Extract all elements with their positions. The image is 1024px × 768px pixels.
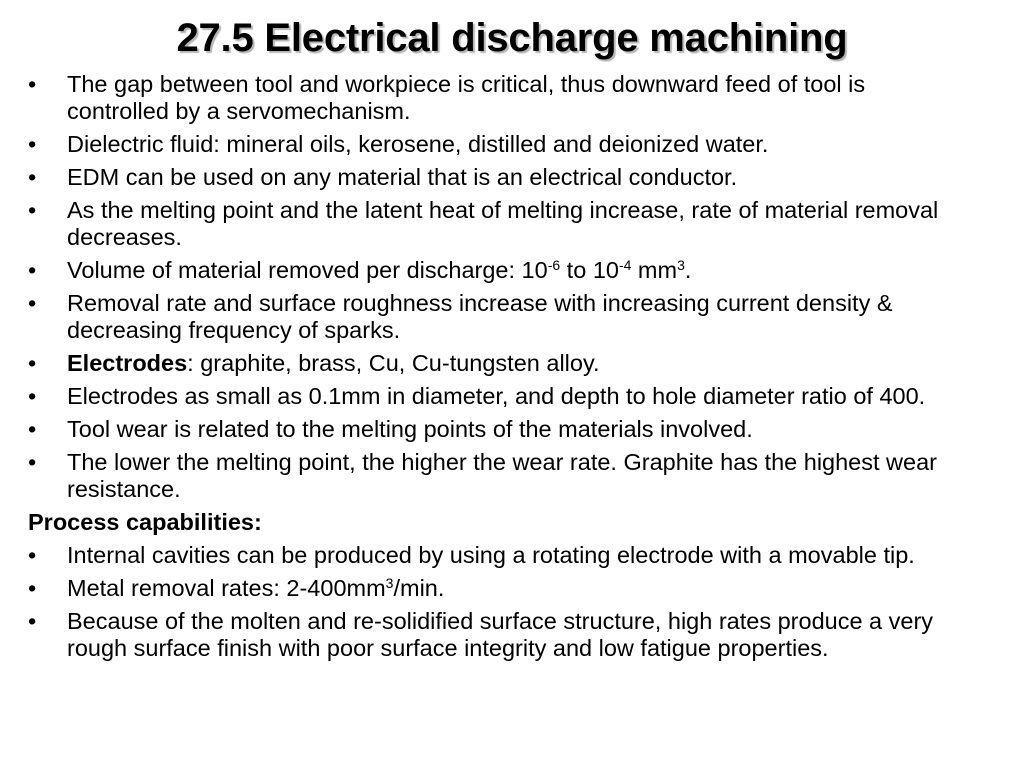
bullet-marker: • xyxy=(28,416,37,442)
slide-title: 27.5 Electrical discharge machining xyxy=(176,16,848,60)
volume-exponent-c: 3 xyxy=(677,257,685,273)
volume-text-d: . xyxy=(684,257,692,283)
bullet-marker: • xyxy=(28,542,37,568)
bullet-text: The gap between tool and workpiece is critical, thus downward feed of tool is controlled by a servomechanism. xyxy=(67,71,866,124)
bullet-item xyxy=(28,542,973,569)
section-heading: Process capabilities: xyxy=(28,509,262,535)
bullet-item xyxy=(28,164,973,191)
bullet-text xyxy=(67,575,444,601)
volume-text-c: mm xyxy=(631,257,678,283)
bullet-marker: • xyxy=(28,290,37,316)
bullet-text: Dielectric fluid: mineral oils, kerosene, distilled and deionized water. xyxy=(67,131,769,157)
volume-exponent-b: -4 xyxy=(618,257,632,273)
bullet-text: As the melting point and the latent heat of melting increase, rate of material removal decreases. xyxy=(67,197,939,250)
bullet-item-volume xyxy=(28,257,973,284)
bullet-item xyxy=(28,197,973,251)
bullet-marker: • xyxy=(28,257,37,283)
metal-rates-text-b: /min. xyxy=(393,575,445,601)
bullet-marker: • xyxy=(28,449,37,475)
bullet-text: Internal cavities can be produced by using a rotating electrode with a movable tip. xyxy=(67,542,915,568)
bullet-item-electrodes xyxy=(28,350,973,377)
bullet-list xyxy=(28,71,973,668)
electrodes-rest: : graphite, brass, Cu, Cu-tungsten alloy. xyxy=(187,350,600,376)
volume-exponent-a: -6 xyxy=(547,257,561,273)
bullet-text: Tool wear is related to the melting points of the materials involved. xyxy=(67,416,753,442)
bullet-marker: • xyxy=(28,164,37,190)
bullet-item xyxy=(28,416,973,443)
bullet-item-metal-rates xyxy=(28,575,973,602)
metal-rates-exponent: 3 xyxy=(385,575,394,591)
bullet-item xyxy=(28,71,973,125)
bullet-marker: • xyxy=(28,71,37,97)
bullet-marker: • xyxy=(28,608,37,634)
bullet-text: Electrodes as small as 0.1mm in diameter, and depth to hole diameter ratio of 400. xyxy=(67,383,926,409)
bullet-text xyxy=(67,350,600,376)
bullet-marker: • xyxy=(28,131,37,157)
bullet-marker: • xyxy=(28,575,37,601)
bullet-marker: • xyxy=(28,383,37,409)
metal-rates-text-a: Metal removal rates: 2-400mm xyxy=(67,575,386,601)
bullet-text: Because of the molten and re-solidified surface structure, high rates produce a very rough surface finish with poor surface integrity and low fatigue properties. xyxy=(67,608,934,661)
bullet-item xyxy=(28,383,973,410)
bullet-item xyxy=(28,449,973,503)
bullet-text: Removal rate and surface roughness increase with increasing current density & decreasing frequency of sparks. xyxy=(67,290,893,343)
volume-text-b: to 10 xyxy=(560,257,619,283)
bullet-text xyxy=(67,257,691,283)
bullet-marker: • xyxy=(28,197,37,223)
electrodes-lead: Electrodes xyxy=(67,350,188,376)
bullet-text: EDM can be used on any material that is an electrical conductor. xyxy=(67,164,738,190)
bullet-marker: • xyxy=(28,350,37,376)
bullet-item xyxy=(28,290,973,344)
bullet-item xyxy=(28,131,973,158)
bullet-item xyxy=(28,608,973,662)
volume-text-a: Volume of material removed per discharge: 10 xyxy=(67,257,548,283)
bullet-text: The lower the melting point, the higher the wear rate. Graphite has the highest wear resistance. xyxy=(67,449,937,502)
